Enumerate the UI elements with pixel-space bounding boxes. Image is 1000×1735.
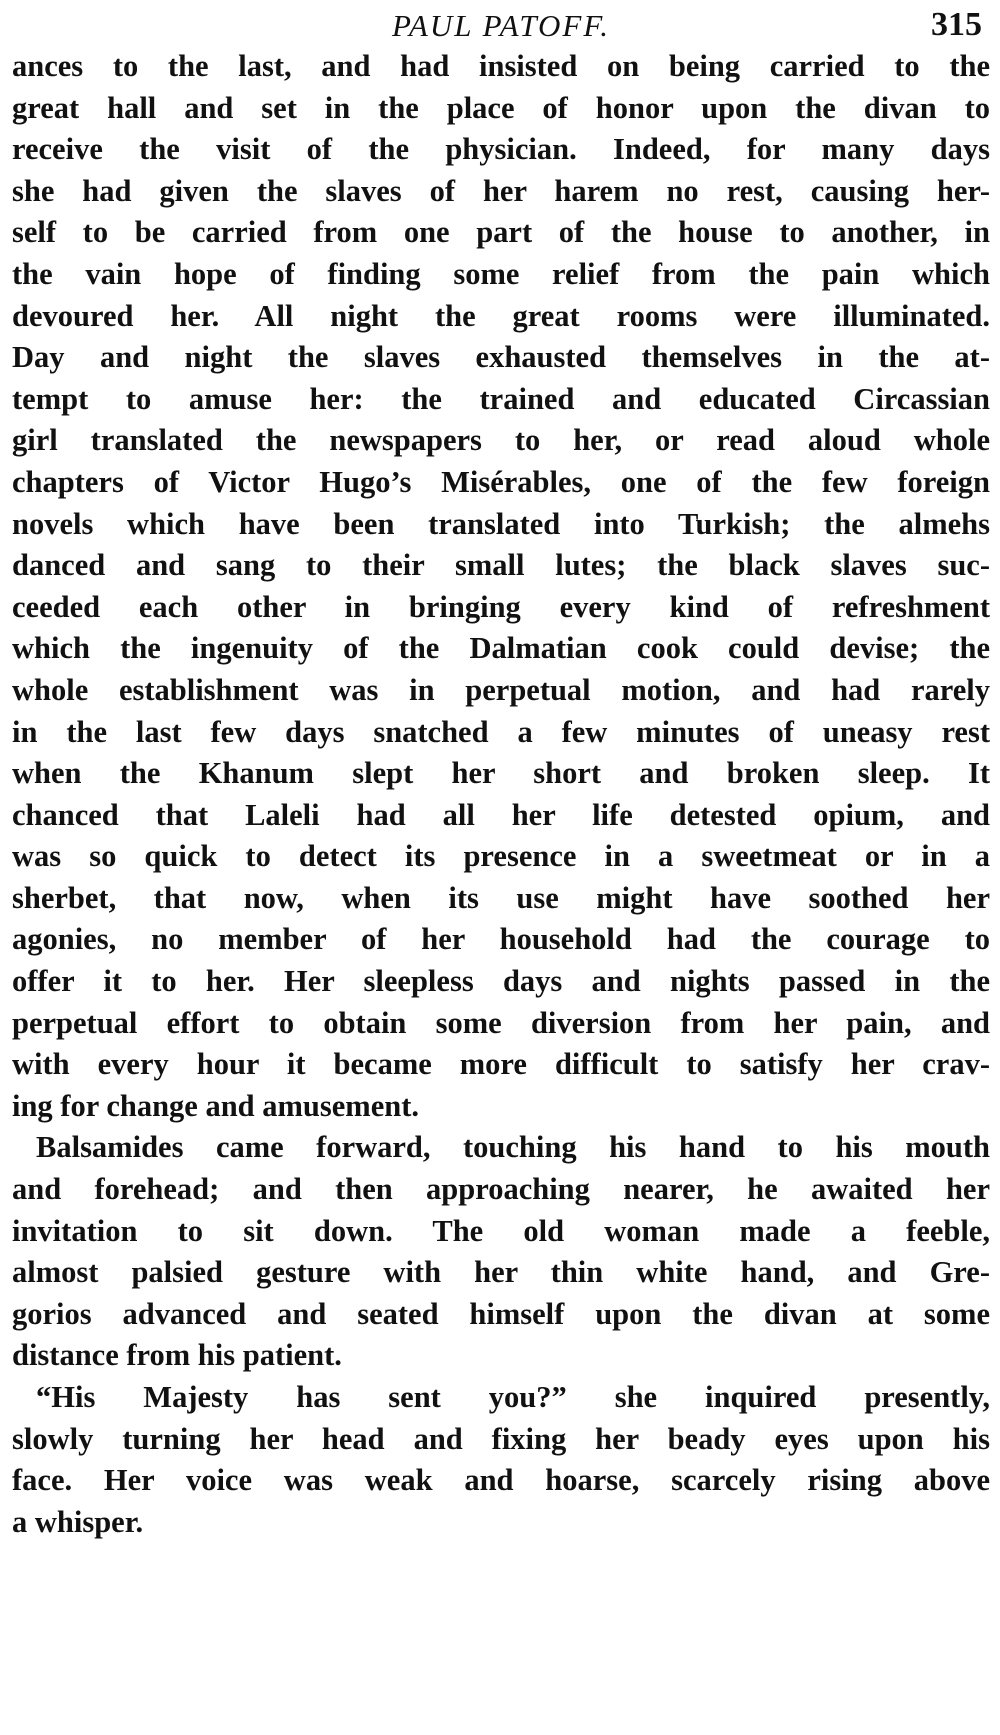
text-line: novels which have been translated into Turkish; the almehs — [12, 506, 990, 541]
text-line: distance from his patient. — [12, 1338, 342, 1373]
text-line: and forehead; and then approaching nearer, he awaited her — [12, 1172, 990, 1207]
text-line: self to be carried from one part of the house to another, in — [12, 215, 990, 250]
text-line: ances to the last, and had insisted on being carried to the — [12, 49, 990, 83]
text-line: whole establishment was in perpetual motion, and had rarely — [12, 672, 990, 707]
text-line: girl translated the newspapers to her, or read aloud whole — [12, 423, 990, 458]
body-text — [12, 46, 990, 1543]
text-line: invitation to sit down. The old woman made a feeble, — [12, 1213, 990, 1248]
text-line: receive the visit of the physician. Indeed, for many days — [12, 132, 990, 167]
text-line: was so quick to detect its presence in a sweetmeat or in a — [12, 839, 990, 874]
text-line: face. Her voice was weak and hoarse, scarcely rising above — [12, 1463, 990, 1498]
paragraph-2 — [12, 1127, 990, 1377]
text-line: slowly turning her head and fixing her beady eyes upon his — [12, 1421, 990, 1456]
text-line: agonies, no member of her household had the courage to — [12, 922, 990, 957]
text-line: offer it to her. Her sleepless days and nights passed in the — [12, 964, 990, 999]
text-line: ceeded each other in bringing every kind of refreshment — [12, 589, 990, 624]
text-line: a whisper. — [12, 1504, 144, 1539]
text-line: Balsamides came forward, touching his hand to his mouth — [36, 1130, 990, 1165]
text-line: almost palsied gesture with her thin white hand, and Gre- — [12, 1255, 990, 1290]
text-line: when the Khanum slept her short and broken sleep. It — [12, 756, 990, 791]
text-line: in the last few days snatched a few minutes of uneasy rest — [12, 714, 990, 749]
text-line: sherbet, that now, when its use might have soothed her — [12, 880, 990, 915]
running-title: PAUL PATOFF. — [391, 8, 611, 43]
page-number: 315 — [931, 6, 982, 43]
running-head — [12, 6, 990, 46]
text-line: the vain hope of finding some relief from the pain which — [12, 256, 990, 291]
text-line: ing for change and amusement. — [12, 1088, 419, 1123]
text-line: Day and night the slaves exhausted themselves in the at- — [12, 340, 990, 375]
text-line: perpetual effort to obtain some diversion from her pain, and — [12, 1005, 990, 1040]
text-line: danced and sang to their small lutes; the black slaves suc- — [12, 548, 990, 583]
paragraph-3 — [12, 1377, 990, 1543]
text-line: great hall and set in the place of honor upon the divan to — [12, 90, 990, 125]
text-line: gorios advanced and seated himself upon the divan at some — [12, 1296, 990, 1331]
text-line: she had given the slaves of her harem no rest, causing her- — [12, 173, 990, 208]
text-line: chapters of Victor Hugo’s Misérables, one of the few foreign — [12, 464, 990, 499]
paragraph-1 — [12, 46, 990, 1127]
text-line: chanced that Laleli had all her life detested opium, and — [12, 797, 990, 832]
text-line: with every hour it became more difficult to satisfy her crav- — [12, 1047, 990, 1082]
text-line: which the ingenuity of the Dalmatian cook could devise; the — [12, 631, 990, 666]
text-line: “His Majesty has sent you?” she inquired presently, — [36, 1380, 990, 1414]
text-line: devoured her. All night the great rooms were illuminated. — [12, 298, 990, 333]
text-line: tempt to amuse her: the trained and educated Circassian — [12, 381, 990, 416]
